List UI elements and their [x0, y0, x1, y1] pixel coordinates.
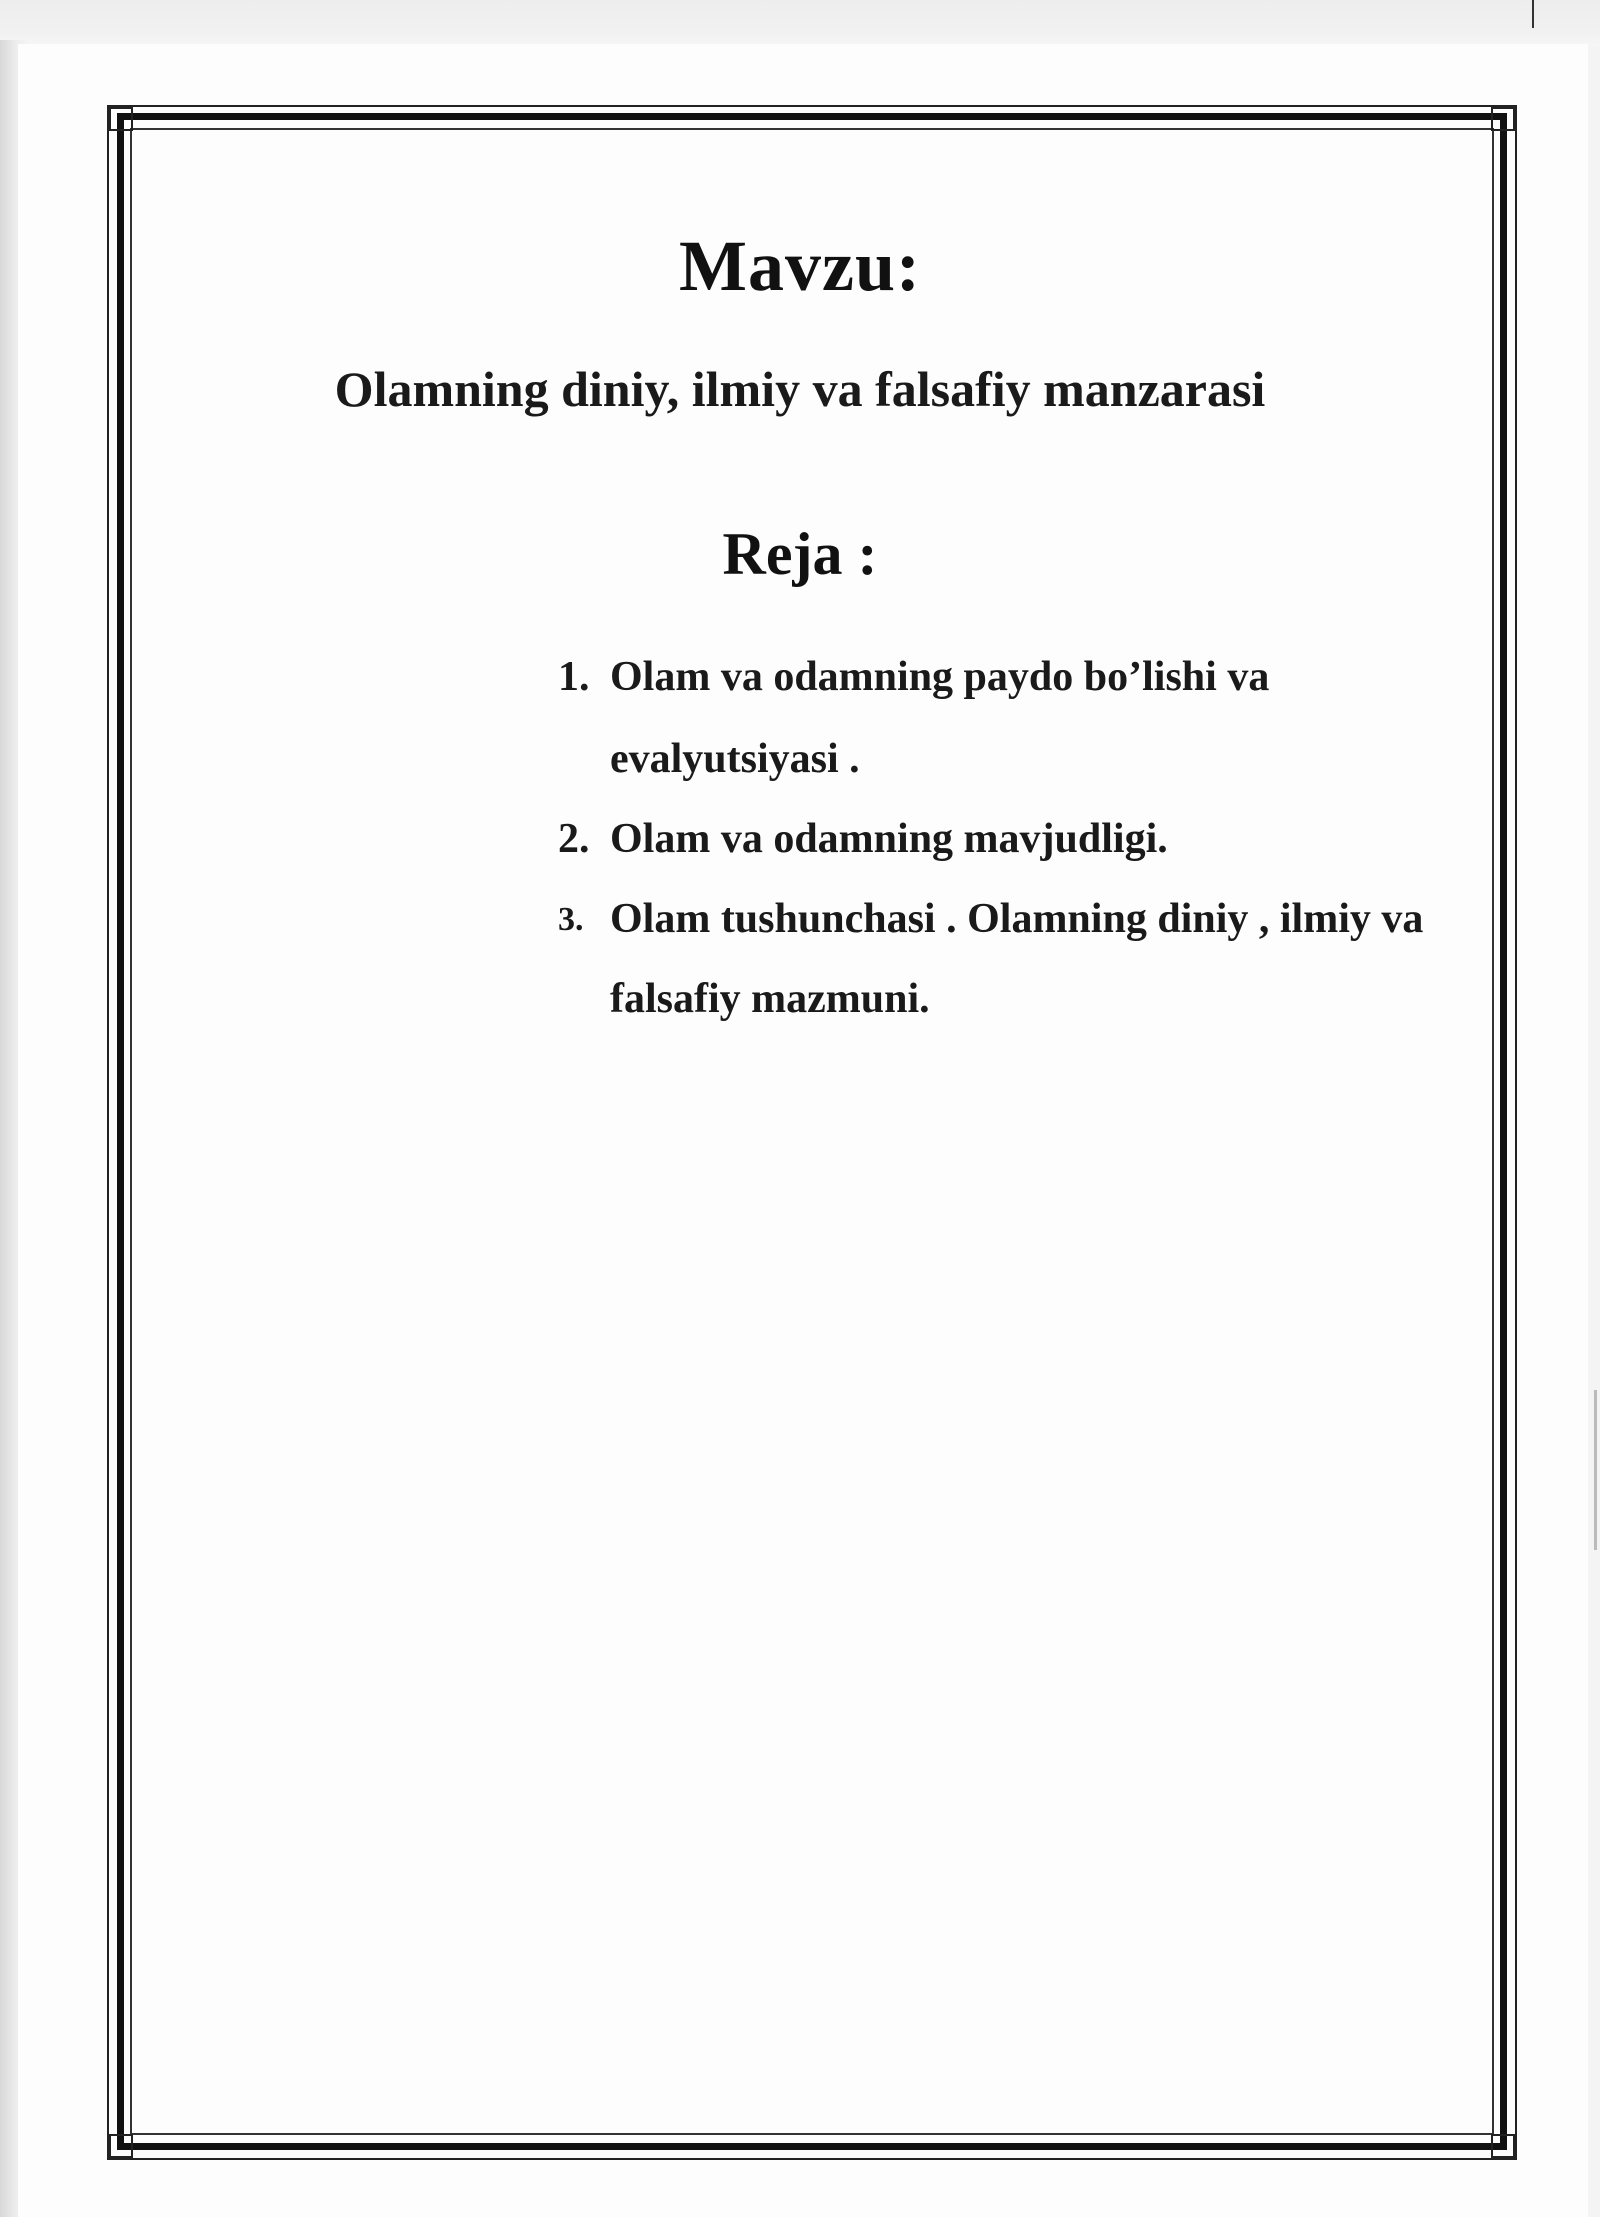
- scan-edge-mark: [1594, 1390, 1597, 1550]
- page-subtitle: Olamning diniy, ilmiy va falsafiy manzarasi: [334, 361, 1266, 417]
- list-item-text: Olam va odamning paydo bo’lishi va: [610, 654, 1270, 700]
- list-item-text: falsafiy mazmuni.: [610, 976, 930, 1022]
- list-item-text: Olam va odamning mavjudligi.: [610, 816, 1168, 862]
- document-body: [68, 0, 1532, 2217]
- list-item-text: evalyutsiyasi .: [610, 736, 860, 782]
- list-item-text: Olam tushunchasi . Olamning diniy , ilmiy va: [610, 896, 1424, 942]
- list-item-number: 3.: [558, 901, 584, 938]
- list-item-number: 2.: [558, 816, 590, 862]
- page-title: Mavzu:: [679, 226, 921, 306]
- scan-mark: [1532, 0, 1534, 28]
- plan-heading: Reja :: [722, 521, 878, 587]
- list-item-number: 1.: [558, 654, 590, 700]
